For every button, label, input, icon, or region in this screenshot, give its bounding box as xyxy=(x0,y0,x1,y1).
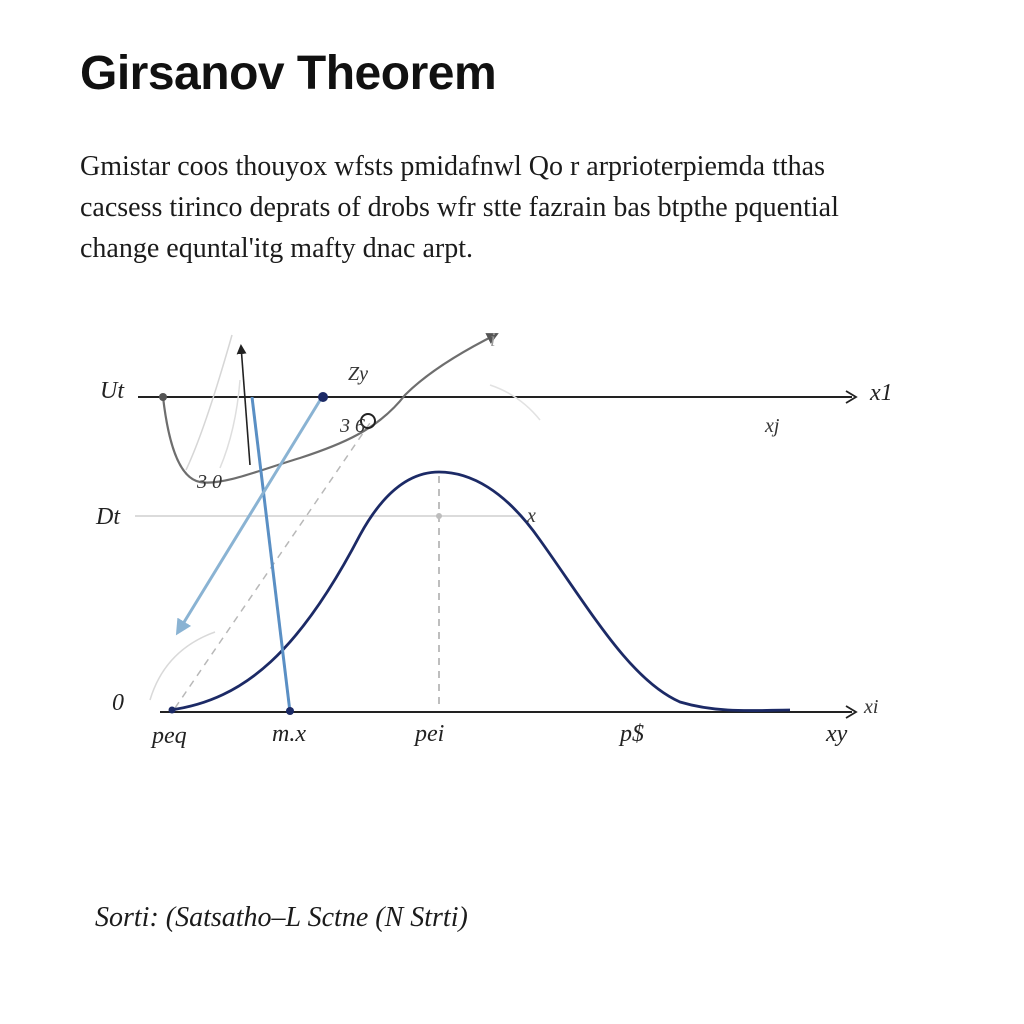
sketch-line xyxy=(150,632,215,700)
sketch-line xyxy=(220,380,240,468)
x-label: xy xyxy=(826,721,848,747)
y-label-middle: Dt xyxy=(96,504,120,530)
source-caption: Sorti: (Satsatho–L Sctne (N Strti) xyxy=(95,902,468,933)
drift-curve xyxy=(163,334,497,483)
curve-label: x xyxy=(527,505,536,527)
paragraph-line: Gmistar coos thouyox wfsts pmidafnwl Qo r arprioterpiemda tthas xyxy=(80,151,825,182)
y-label-origin: 0 xyxy=(112,690,124,716)
crossing-label: 3 6 xyxy=(340,415,365,437)
dip-label: 3 0 xyxy=(197,471,222,493)
up-arrow xyxy=(241,346,250,465)
paragraph-line: change equntal'itg mafty dnac arpt. xyxy=(80,233,473,264)
page-title: Girsanov Theorem xyxy=(80,47,497,100)
arrow-tip-label: Zy xyxy=(348,363,368,385)
arrow-end-label: i xyxy=(490,329,496,351)
bottom-axis-label: xi xyxy=(864,696,879,718)
bell-curve xyxy=(170,472,790,711)
mx-marker xyxy=(286,707,294,715)
y-label-top: Ut xyxy=(100,378,124,404)
drift-start-marker xyxy=(159,393,167,401)
top-axis-label: x1 xyxy=(870,380,893,406)
paragraph-line: cacsess tirinco deprats of drobs wfr stte fazrain bas btpthe pquential xyxy=(80,192,839,223)
bell-start-marker xyxy=(169,707,176,714)
measure-path-light xyxy=(178,397,322,632)
peak-marker xyxy=(436,513,442,519)
x-label: p$ xyxy=(620,721,644,747)
measure-path-mid xyxy=(252,397,290,712)
x-label: m.x xyxy=(272,721,306,747)
top-axis-sublabel: xj xyxy=(765,415,780,437)
sketch-line xyxy=(490,385,540,420)
top-axis-blue-marker xyxy=(318,392,328,402)
sketch-line xyxy=(186,335,232,470)
x-label: pei xyxy=(415,721,445,747)
x-label: peq xyxy=(152,723,187,749)
